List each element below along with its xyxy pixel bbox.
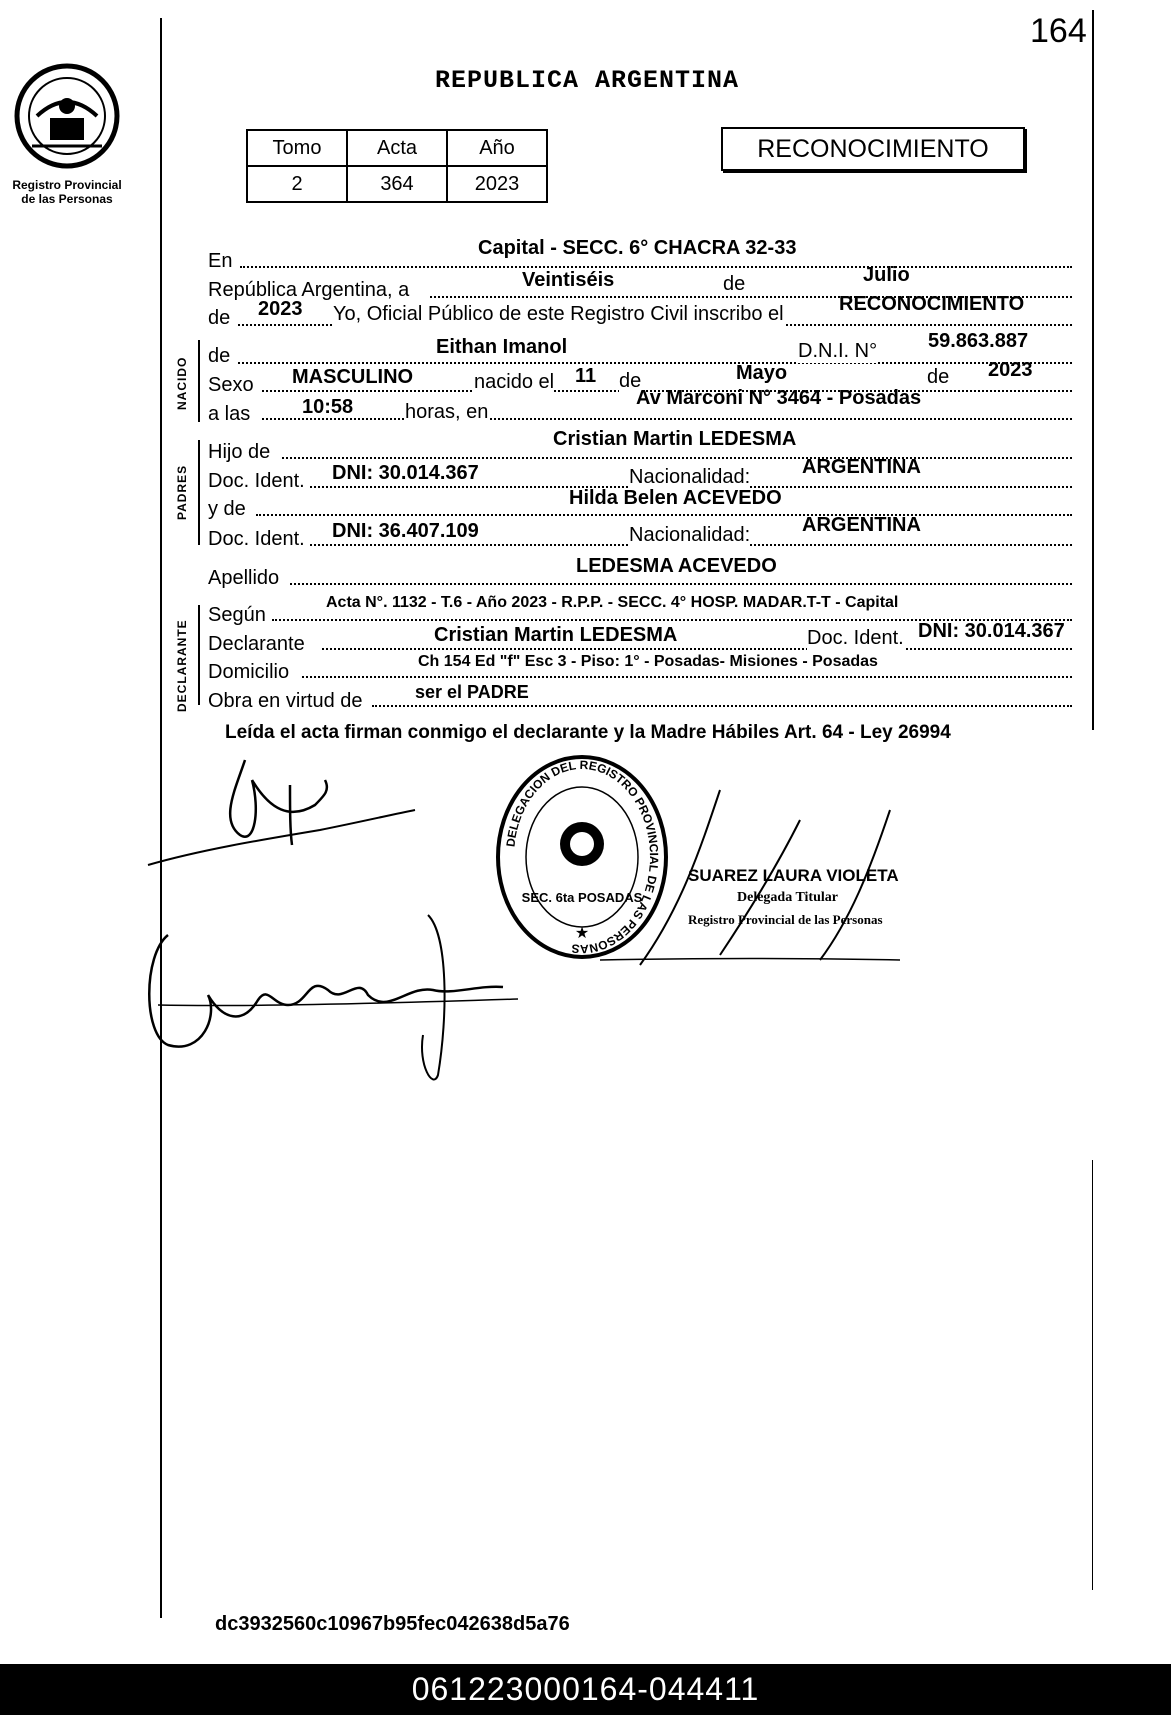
- side-label-padres: PADRES: [175, 464, 189, 520]
- declarante-label: Declarante: [208, 633, 305, 655]
- document-title: REPUBLICA ARGENTINA: [435, 66, 740, 95]
- dni-label: D.N.I. N°: [798, 340, 878, 362]
- dotted-line: [256, 514, 1072, 516]
- dotted-line: [240, 266, 1072, 268]
- dotted-line: [262, 418, 1072, 420]
- document-hash: dc3932560c10967b95fec042638d5a76: [215, 1613, 570, 1635]
- header-acta: Acta: [347, 130, 447, 166]
- header-tomo: Tomo: [247, 130, 347, 166]
- mother-name-value: Hilda Belen ACEVEDO: [569, 487, 782, 509]
- father-nationality-value: ARGENTINA: [802, 456, 921, 478]
- en-label: En: [208, 250, 233, 272]
- location-value: Capital - SECC. 6° CHACRA 32-33: [478, 237, 797, 259]
- signatory-organization: Registro Provincial de las Personas: [688, 912, 883, 927]
- republica-label: República Argentina, a: [208, 279, 410, 301]
- mother-signature: [148, 895, 528, 1095]
- right-margin-rule: [1092, 10, 1094, 730]
- sexo-label: Sexo: [208, 374, 254, 396]
- dotted-line: [282, 457, 1072, 459]
- day-value: Veintiséis: [522, 269, 615, 291]
- de-label: de: [723, 273, 746, 295]
- act-value: RECONOCIMIENTO: [839, 293, 1025, 315]
- star-icon: ★: [574, 925, 590, 942]
- value-tomo: 2: [247, 166, 347, 202]
- birth-month-value: Mayo: [736, 362, 788, 384]
- sexo-value: MASCULINO: [292, 366, 414, 388]
- de-label: de: [619, 370, 642, 392]
- segun-label: Según: [208, 604, 266, 626]
- barcode-number: 061223000164-044411: [411, 1671, 760, 1707]
- birth-place-value: Av Marconi N° 3464 - Posadas: [636, 387, 922, 409]
- side-label-nacido: NACIDO: [175, 356, 189, 410]
- oficial-text: Yo, Oficial Público de este Registro Civil inscribo el: [333, 303, 784, 325]
- registry-name: Registro Provincial de las Personas: [12, 178, 122, 206]
- obra-value: ser el PADRE: [415, 682, 529, 702]
- mother-nationality-value: ARGENTINA: [802, 514, 921, 536]
- child-name-value: Eithan Imanol: [436, 336, 568, 358]
- father-name-value: Cristian Martin LEDESMA: [553, 428, 797, 450]
- signatory-name: SUAREZ LAURA VIOLETA: [688, 866, 899, 885]
- domicilio-label: Domicilio: [208, 661, 290, 683]
- dotted-line: [290, 583, 1072, 585]
- apellido-value: LEDESMA ACEVEDO: [576, 555, 777, 577]
- hijo-label: Hijo de: [208, 441, 271, 463]
- a-las-label: a las: [208, 403, 251, 425]
- padres-bracket: [198, 440, 200, 545]
- nacionalidad-label: Nacionalidad:: [629, 524, 751, 546]
- birth-day-value: 11: [575, 365, 597, 387]
- yde-label: y de: [208, 498, 246, 520]
- record-table: [246, 129, 548, 203]
- declarante-doc-value: DNI: 30.014.367: [918, 620, 1065, 642]
- dotted-line: [372, 705, 1072, 707]
- declarant-signature: [140, 750, 440, 870]
- doc-label: Doc. Ident.: [807, 627, 904, 649]
- mother-doc-value: DNI: 36.407.109: [332, 520, 479, 542]
- apellido-label: Apellido: [208, 567, 280, 589]
- nacido-bracket: [198, 340, 200, 422]
- dotted-line: [302, 676, 1072, 678]
- side-label-declarante: DECLARANTE: [175, 619, 189, 712]
- nacido-label: nacido el: [474, 371, 555, 393]
- horas-label: horas, en: [405, 401, 489, 423]
- stamp-ring-text: DELEGACION DEL REGISTRO PROVINCIAL DE LAS PERSONAS: [503, 757, 662, 957]
- declarante-bracket: [198, 605, 200, 705]
- birth-year-value: 2023: [988, 359, 1033, 381]
- signatory-role: Delegada Titular: [737, 890, 838, 905]
- value-ano: 2023: [447, 166, 547, 202]
- segun-value: Acta N°. 1132 - T.6 - Año 2023 - R.P.P. - SECC. 4° HOSP. MADAR.T-T - Capital: [326, 594, 899, 611]
- year-value: 2023: [258, 298, 303, 320]
- declarante-value: Cristian Martin LEDESMA: [434, 624, 678, 646]
- nacionalidad-label: Nacionalidad:: [629, 466, 751, 488]
- de-label: de: [927, 366, 950, 388]
- father-doc-value: DNI: 30.014.367: [332, 462, 479, 484]
- obra-label: Obra en virtud de: [208, 690, 363, 712]
- de-label: de: [208, 307, 231, 329]
- value-acta: 364: [347, 166, 447, 202]
- header-ano: Año: [447, 130, 547, 166]
- month-value: Julio: [863, 264, 910, 286]
- stamp-inner-text: SEC. 6ta POSADAS: [521, 890, 643, 905]
- doc-label: Doc. Ident.: [208, 470, 305, 492]
- provincial-seal-logo: [12, 58, 122, 173]
- record-type-box: RECONOCIMIENTO: [721, 127, 1025, 171]
- dotted-line: [238, 362, 1072, 364]
- right-margin-rule-lower: [1092, 1160, 1093, 1590]
- child-dni-value: 59.863.887: [928, 330, 1029, 352]
- doc-label: Doc. Ident.: [208, 528, 305, 550]
- birth-time-value: 10:58: [302, 396, 354, 418]
- de-label: de: [208, 345, 231, 367]
- dotted-line: [322, 648, 1072, 650]
- closing-statement: Leída el acta firman conmigo el declarante y la Madre Hábiles Art. 64 - Ley 26994: [225, 722, 951, 743]
- domicilio-value: Ch 154 Ed "f" Esc 3 - Piso: 1° - Posadas- Misiones - Posadas: [418, 653, 878, 670]
- page-number: 164: [1030, 12, 1087, 50]
